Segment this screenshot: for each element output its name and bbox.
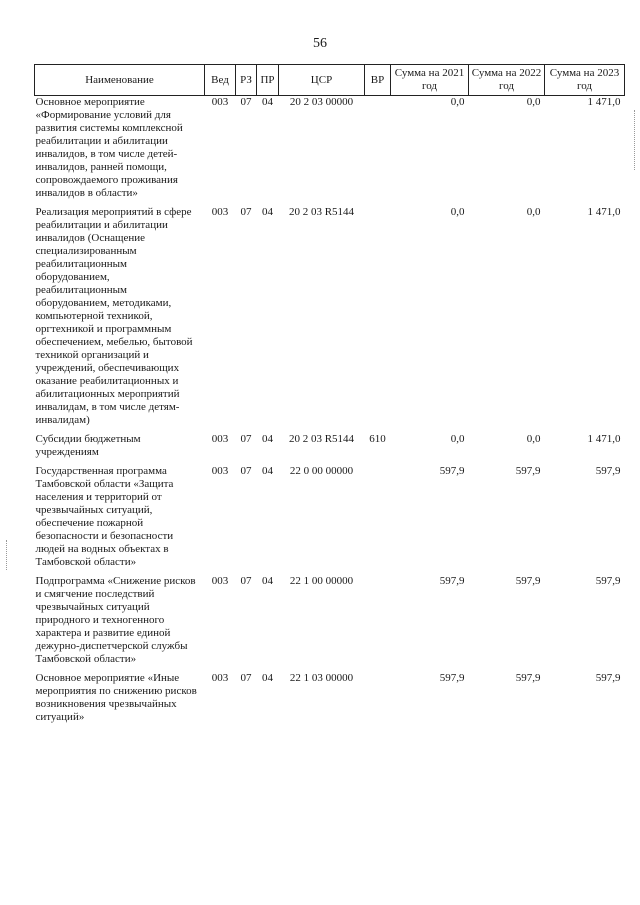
row-rz: 07	[240, 206, 252, 218]
row-rz: 07	[240, 575, 252, 587]
header-name: Наименование	[35, 65, 205, 96]
row-sum-2021: 0,0	[450, 206, 465, 218]
row-sum-2022: 0,0	[526, 206, 541, 218]
row-csr: 20 2 03 R5144	[288, 433, 355, 445]
row-ved: 003	[211, 433, 229, 445]
row-pr: 04	[262, 465, 273, 477]
table-row	[35, 465, 625, 575]
row-vr	[365, 575, 391, 672]
header-sum-2021: Сумма на 2021 год	[391, 65, 469, 96]
row-sum-2022: 597,9	[515, 672, 541, 684]
row-csr: 22 1 03 00000	[289, 672, 354, 684]
table-row	[35, 433, 625, 465]
row-sum-2022: 0,0	[526, 433, 541, 445]
row-vr	[365, 672, 391, 730]
row-ved: 003	[211, 465, 229, 477]
row-sum-2021: 597,9	[439, 575, 465, 587]
row-sum-2023: 597,9	[595, 465, 621, 477]
table-row	[35, 206, 625, 433]
row-sum-2021: 597,9	[439, 465, 465, 477]
table-row	[35, 96, 625, 207]
row-sum-2023: 597,9	[595, 575, 621, 587]
table-row	[35, 672, 625, 730]
row-csr: 20 2 03 R5144	[288, 206, 355, 218]
header-csr: ЦСР	[279, 65, 365, 96]
header-rz: РЗ	[236, 65, 257, 96]
row-ved: 003	[211, 206, 229, 218]
row-sum-2022: 597,9	[515, 465, 541, 477]
row-ved: 003	[211, 96, 229, 108]
row-ved: 003	[211, 575, 229, 587]
row-name: Основное мероприятие «Формирование условий для развития системы комплексной реабилитации и абилитации инвалидов, в том числе детей-инвалидов, ранней помощи, сопровождаемого проживания инвалидов в области»	[35, 96, 183, 199]
budget-table	[34, 64, 625, 730]
row-ved: 003	[211, 672, 229, 684]
row-name: Основное мероприятие «Иные мероприятия по снижению рисков возникновения чрезвычайных ситуаций»	[35, 672, 197, 723]
row-name: Государственная программа Тамбовской области «Защита населения и территорий от чрезвычайных ситуаций, обеспечение пожарной безопасности и безопасности людей на водных объектах в Тамбовской области»	[35, 465, 174, 568]
row-vr	[365, 96, 391, 207]
row-rz: 07	[240, 433, 252, 445]
row-rz: 07	[240, 96, 252, 108]
row-sum-2023: 1 471,0	[587, 433, 621, 445]
row-vr	[365, 206, 391, 433]
row-pr: 04	[262, 575, 273, 587]
page-number: 56	[313, 36, 327, 51]
row-csr: 22 1 00 00000	[289, 575, 354, 587]
margin-mark	[6, 540, 8, 570]
row-pr: 04	[262, 96, 273, 108]
header-ved: Вед	[205, 65, 236, 96]
row-csr: 20 2 03 00000	[289, 96, 354, 108]
row-sum-2021: 0,0	[450, 433, 465, 445]
row-sum-2023: 1 471,0	[587, 96, 621, 108]
table-row	[35, 575, 625, 672]
row-rz: 07	[240, 672, 252, 684]
row-pr: 04	[262, 433, 273, 445]
row-sum-2021: 597,9	[439, 672, 465, 684]
row-pr: 04	[262, 672, 273, 684]
row-vr	[365, 465, 391, 575]
row-sum-2022: 0,0	[526, 96, 541, 108]
row-csr: 22 0 00 00000	[289, 465, 354, 477]
row-sum-2021: 0,0	[450, 96, 465, 108]
table-header-row	[35, 65, 625, 96]
header-pr: ПР	[257, 65, 279, 96]
row-pr: 04	[262, 206, 273, 218]
row-sum-2023: 597,9	[595, 672, 621, 684]
header-sum-2022: Сумма на 2022 год	[469, 65, 545, 96]
row-name: Субсидии бюджетным учреждениям	[35, 433, 141, 458]
row-name: Подпрограмма «Снижение рисков и смягчение последствий чрезвычайных ситуаций природного и техногенного характера и развитие единой дежурно-диспетчерской службы Тамбовской области»	[35, 575, 196, 665]
row-sum-2023: 1 471,0	[587, 206, 621, 218]
row-rz: 07	[240, 465, 252, 477]
row-name: Реализация мероприятий в сфере реабилитации и абилитации инвалидов (Оснащение специализированным реабилитационным оборудованием, реабилитационным оборудованием, методиками, компьютерной техникой, оргтехникой и программным обеспечением, мебелью, бытовой техникой организаций и учреждений, обеспечивающих оказание реабилитационных и абилитационных мероприятий инвалидам, в том числе детям-инвалидам)	[35, 206, 193, 426]
header-vr: ВР	[365, 65, 391, 96]
row-vr: 610	[369, 433, 386, 445]
margin-mark	[634, 110, 636, 170]
header-sum-2023: Сумма на 2023 год	[545, 65, 625, 96]
row-sum-2022: 597,9	[515, 575, 541, 587]
